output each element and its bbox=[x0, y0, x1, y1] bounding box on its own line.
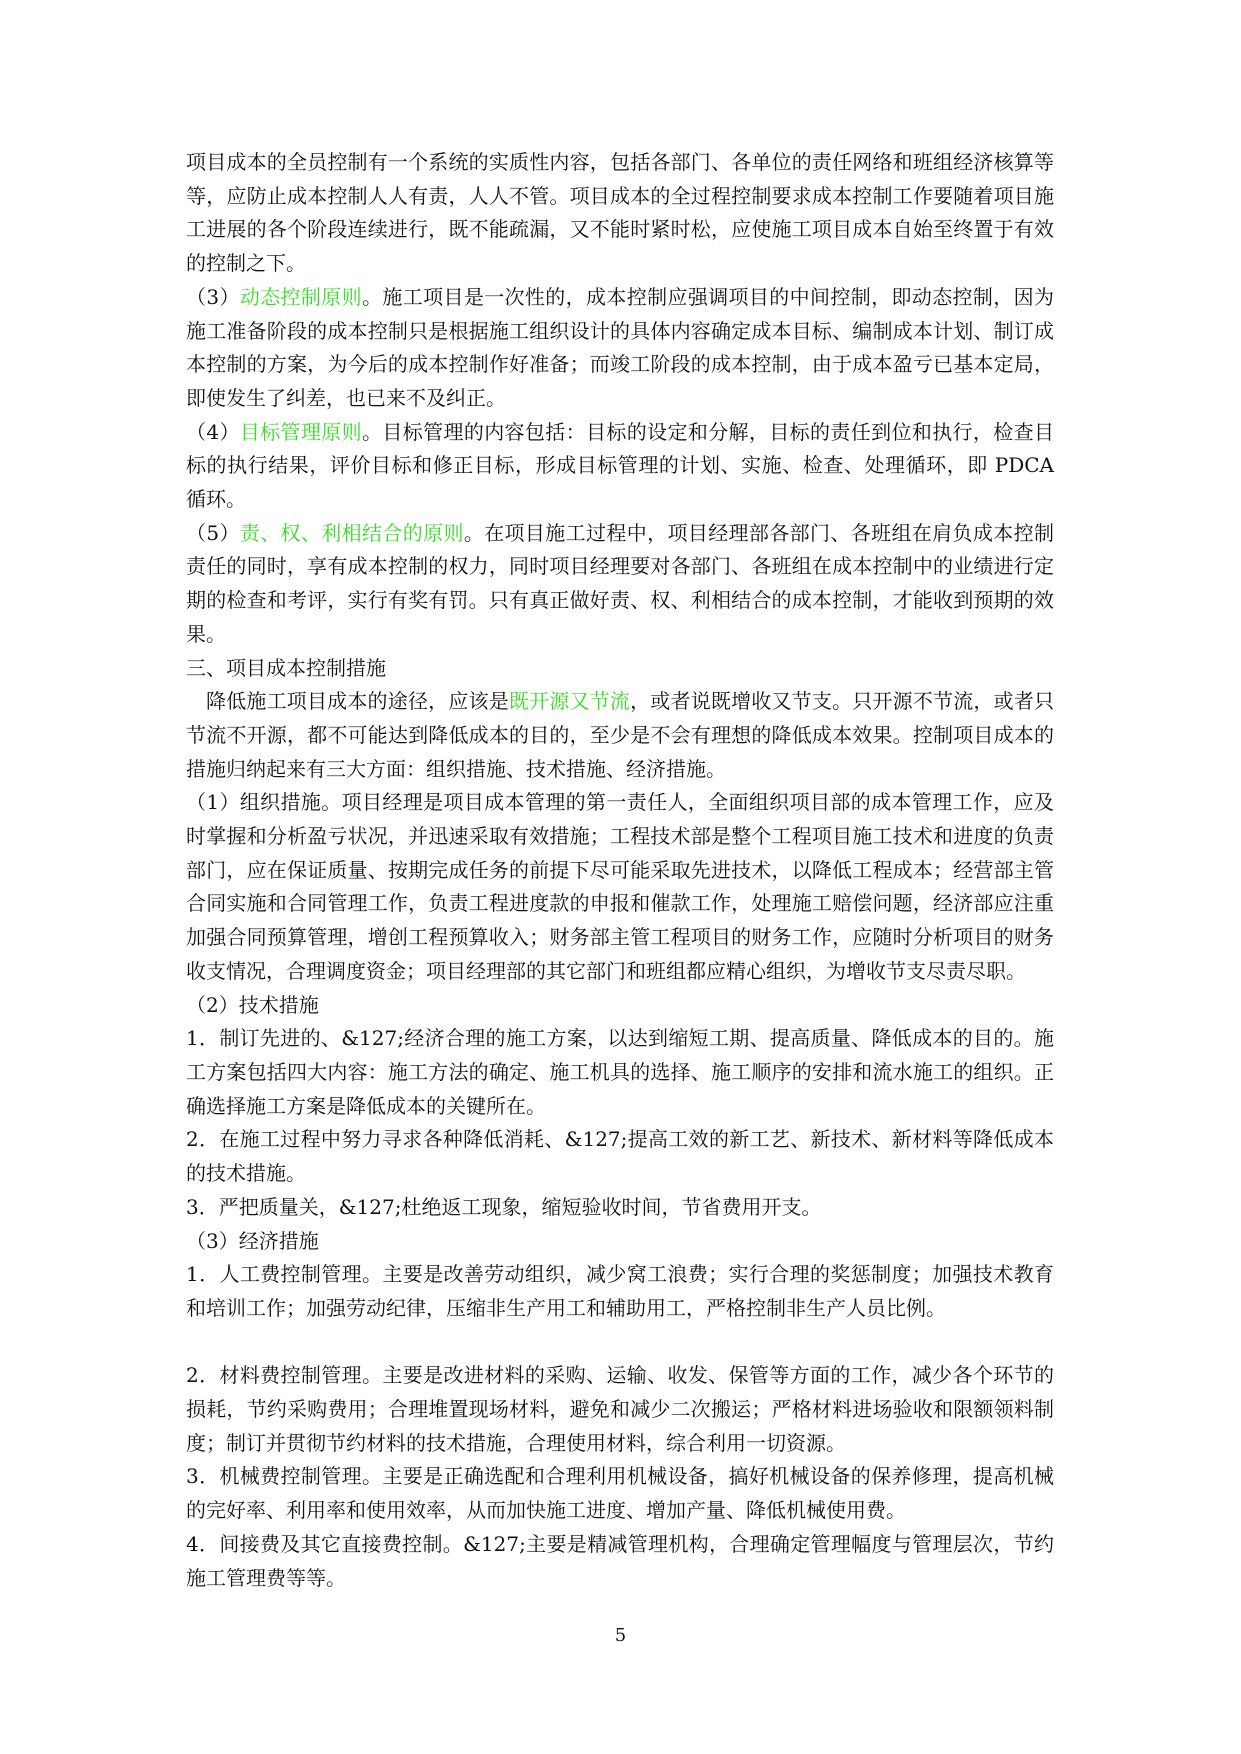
item-number: （4） bbox=[186, 419, 240, 444]
paragraph-dynamic-control bbox=[186, 281, 1054, 416]
paragraph-text: ，或者说既增收又节支。只开源不节流，或者只节流不开源，都不可能达到降低成本的目的，至少是不会有理想的降低成本效果。控制项目成本的措施归纳起来有三大方面：组织措施、技术措施、经济措施。 bbox=[186, 689, 1055, 781]
list-item-quality-control: 3．严把质量关，&127;杜绝返工现象，缩短验收时间，节省费用开支。 bbox=[186, 1194, 822, 1219]
highlighted-term: 既开源又节流 bbox=[508, 689, 631, 714]
paragraph-text: 。施工项目是一次性的，成本控制应强调项目的中间控制，即动态控制，因为施工准备阶段的成本控制只是根据施工组织设计的具体内容确定成本目标、编制成本计划、制订成本控制的方案，为今后的成本控制作好准备；而竣工阶段的成本控制，由于成本盈亏已基本定局，即使发生了纠差，也已来不及纠正。 bbox=[186, 284, 1055, 410]
section-heading: 三、项目成本控制措施 bbox=[186, 655, 386, 680]
item-number: （5） bbox=[186, 520, 240, 545]
paragraph-text: 。在项目施工过程中，项目经理部各部门、各班组在肩负成本控制责任的同时，享有成本控制的权力，同时项目经理要对各部门、各班组在成本控制中的业绩进行定期的检查和考评，实行有奖有罚。只有真正做好责、权、利相结合的成本控制，才能收到预期的效果。 bbox=[186, 520, 1055, 646]
list-item-labor-cost: 1．人工费控制管理。主要是改善劳动组织，减少窝工浪费；实行合理的奖惩制度；加强技术教育和培训工作；加强劳动纪律，压缩非生产用工和辅助用工，严格控制非生产人员比例。 bbox=[186, 1262, 1054, 1320]
paragraph-cost-reduction bbox=[186, 685, 1054, 786]
paragraph-text: 降低施工项目成本的途径，应该是 bbox=[206, 689, 509, 714]
list-item-material-cost: 2．材料费控制管理。主要是改进材料的采购、运输、收发、保管等方面的工作，减少各个环节的损耗，节约采购费用；合理堆置现场材料，避免和减少二次搬运；严格材料进场验收和限额领料制度；制订并贯彻节约材料的技术措施，合理使用材料，综合利用一切资源。 bbox=[186, 1363, 1054, 1455]
highlighted-term: 目标管理原则 bbox=[239, 419, 363, 444]
paragraph-text: 。目标管理的内容包括：目标的设定和分解，目标的责任到位和执行，检查目标的执行结果，评价目标和修正目标，形成目标管理的计划、实施、检查、处理循环，即 PDCA 循环。 bbox=[186, 419, 1055, 512]
paragraph-responsibility-rights bbox=[186, 517, 1054, 652]
blank-line bbox=[186, 1326, 1054, 1360]
paragraph-organizational-measures: （1）组织措施。项目经理是项目成本管理的第一责任人，全面组织项目部的成本管理工作，应及时掌握和分析盈亏状况，并迅速采取有效措施；工程技术部是整个工程项目施工技术和进度的负责部门，应在保证质量、按期完成任务的前提下尽可能采取先进技术，以降低工程成本；经营部主管合同实施和合同管理工作，负责工程进度款的申报和催款工作，处理施工赔偿问题，经济部应注重加强合同预算管理，增创工程预算收入；财务部主管工程项目的财务工作，应随时分析项目的财务收支情况，合理调度资金；项目经理部的其它部门和班组都应精心组织，为增收节支尽责尽职。 bbox=[186, 790, 1054, 983]
list-item-construction-plan: 1．制订先进的、&127;经济合理的施工方案，以达到缩短工期、提高质量、降低成本的目的。施工方案包括四大内容：施工方法的确定、施工机具的选择、施工顺序的安排和流水施工的组织。正确选择施工方案是降低成本的关键所在。 bbox=[186, 1026, 1054, 1118]
subheading-economic-measures: （3）经济措施 bbox=[186, 1228, 319, 1253]
list-item-indirect-cost: 4．间接费及其它直接费控制。&127;主要是精减管理机构，合理确定管理幅度与管理层次，节约施工管理费等等。 bbox=[186, 1531, 1054, 1590]
paragraph-target-management bbox=[186, 416, 1054, 517]
document-body bbox=[186, 146, 1054, 1595]
subheading-technical-measures: （2）技术措施 bbox=[186, 992, 319, 1017]
list-item-new-technology: 2．在施工过程中努力寻求各种降低消耗、&127;提高工效的新工艺、新技术、新材料等降低成本的技术措施。 bbox=[186, 1127, 1054, 1186]
highlighted-term: 动态控制原则 bbox=[239, 284, 363, 309]
highlighted-term: 责、权、利相结合的原则 bbox=[239, 520, 464, 545]
paragraph-full-control: 项目成本的全员控制有一个系统的实质性内容，包括各部门、各单位的责任网络和班组经济核算等等，应防止成本控制人人有责，人人不管。项目成本的全过程控制要求成本控制工作要随着项目施工进展的各个阶段连续进行，既不能疏漏，又不能时紧时松，应使施工项目成本自始至终置于有效的控制之下。 bbox=[186, 150, 1054, 276]
page-number: 5 bbox=[614, 1625, 627, 1646]
list-item-machinery-cost: 3．机械费控制管理。主要是正确选配和合理利用机械设备，搞好机械设备的保养修理，提高机械的完好率、利用率和使用效率，从而加快施工进度、增加产量、降低机械使用费。 bbox=[186, 1464, 1054, 1523]
item-number: （3） bbox=[186, 284, 240, 309]
